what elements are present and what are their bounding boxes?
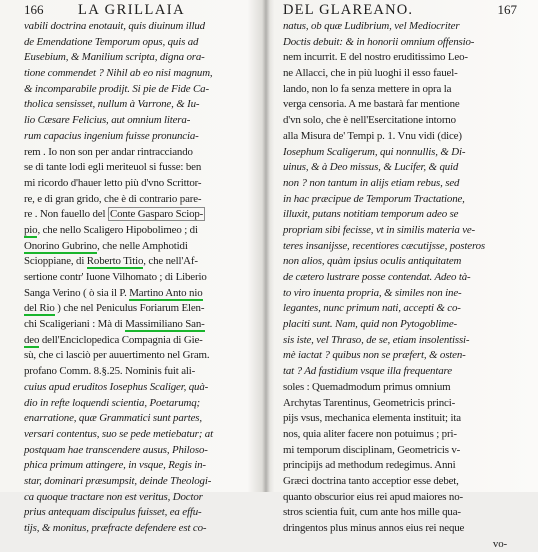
right-running-head — [283, 2, 521, 18]
text-line: pijs vsus, mechanica elementa instituit; ita — [283, 412, 461, 425]
text-line: nos, quia aliter facere non potuimus ; pri- — [283, 427, 457, 440]
text-line: stros scientia fuit, cum ante hos mille qua- — [283, 506, 461, 519]
text-line: sertione contr' Iuone Vilhomato ; di Liberio — [24, 271, 207, 283]
text-line: de cætero lustrare posse contendat. Adeo tà- — [283, 271, 471, 283]
left-running-title: LA GRILLAIA — [78, 2, 186, 18]
text-line: mi temporum disciplinam, Geometricis v- — [283, 443, 461, 456]
text-line: se di tante lodi egli meriteuol si fusse: ben — [24, 161, 202, 174]
text-line: soles : Quemadmodum primus omnium — [283, 380, 451, 393]
text-line: vabili doctrina enotauit, quis diuinum illud — [24, 20, 205, 32]
text-line: Scioppiane, di Roberto Titio, che nell'Af- — [24, 255, 198, 268]
text-line: tione commendet ? Nihil ab eo nisi magnum, — [24, 67, 213, 80]
text-line: lio Cæsare Felicius, aut omnium litera- — [24, 114, 191, 127]
right-running-title: DEL GLAREANO. — [283, 2, 414, 18]
text-line: tat ? Ad fastidium vsque illa frequentare — [283, 365, 452, 378]
text-line: to viro inuenta propria, & similes non ine- — [283, 286, 462, 299]
text-line: cuius apud eruditos Iosephus Scaliger, quà- — [24, 380, 209, 393]
text-line: rum capacius ingenium fuisse pronuncia- — [24, 129, 199, 142]
text-line: legantes, nunc primum nati, accepti & co- — [283, 302, 461, 315]
text-line: rem . Io non son per andar rintracciando — [24, 145, 193, 158]
text-line: alla Misura de' Tempi p. 1. Vnu vidi (dice) — [283, 129, 462, 142]
highlighted-name: Onorino Gubrino — [24, 239, 98, 252]
text-line: mè iactat ? quibus non se præfert, & osten- — [283, 349, 466, 362]
text-line: del Rio ) che nel Peniculus Foriarum Elen- — [24, 302, 205, 315]
highlighted-name: deo — [24, 333, 40, 346]
text-line: re . Non fauello del Conte Gasparo Sciop- — [24, 208, 204, 221]
left-page-number: 166 — [24, 2, 44, 17]
text-line: ca quoque tractare non est veritus, Doctor — [24, 490, 203, 503]
left-page — [24, 2, 260, 534]
text-line: Græci doctrina tanto acceptior esse debet, — [283, 474, 459, 487]
text-line: propriam sibi fecisse, vt in similis materia ve- — [283, 223, 476, 236]
text-line: non ? non tantum in alijs etiam rebus, sed — [283, 176, 460, 189]
text-line: tholica sensisset, nullum à Varrone, & Iu- — [24, 98, 200, 111]
text-line: enarratione, quæ Grammatici sunt partes, — [24, 412, 202, 425]
text-line: d'vn solo, che è nell'Esercitatione intorno — [283, 114, 456, 127]
text-line: re, e di gran grido, che è di contrario pare- — [24, 192, 202, 205]
highlighted-name: Martino Anto nio — [129, 286, 203, 299]
highlighted-name: Massimiliano San- — [125, 318, 205, 331]
text-line: postquam hae transcendere ausus, Philoso- — [24, 443, 208, 456]
text-line: lando, non lo fa senza mettere in opra la — [283, 82, 452, 95]
text-line: Sanga Verino ( ò sia il P. Martino Anto nio — [24, 286, 203, 299]
text-line: prius antequam discipulus fuisset, ea effu- — [24, 506, 202, 519]
text-line: deo dell'Enciclopedica Compagnia di Gie- — [24, 333, 203, 346]
text-line: Iosephum Scaligerum, qui nonnullis, & Di- — [283, 145, 466, 158]
text-line: tijs, & monitus, præfracte defendere est co- — [24, 522, 207, 534]
text-line: mi ricordo d'hauer letto più d'vno Scrittor- — [24, 176, 202, 189]
text-line: principijs ad methodum redegimus. Anni — [283, 459, 456, 472]
highlighted-name: Roberto Titio — [86, 255, 144, 268]
text-line: sù, che ci lasciò per auuertimento nel Gram. — [24, 349, 210, 362]
text-line: Onorino Gubrino, che nelle Amphotidi — [24, 239, 188, 252]
text-line: natus, ob quæ Ludibrium, vel Mediocriter — [283, 20, 460, 32]
text-line: in hac præcipue de Temporum Tractatione, — [283, 192, 465, 205]
text-line: ne Allacci, che in più luoghi il esso fauel- — [283, 67, 458, 80]
text-line: Doctis debuit: & in honorii omnium offensio- — [283, 35, 475, 48]
text-line: uinus, & à Deo missus, & Lucifer, & quid — [283, 161, 459, 174]
highlighted-name: Conte Gasparo Sciop- — [109, 208, 204, 221]
text-line: versari contentus, suo se pede metiebatur; at — [24, 427, 213, 440]
text-line: dio in refte loquendi scientia, Poetarumq; — [24, 396, 200, 409]
highlighted-name: del Rio — [24, 302, 55, 315]
highlighted-name: pio — [24, 223, 38, 236]
text-line: star, dominari præsumpsit, deinde Theologi- — [24, 474, 212, 487]
text-line: non alios, quàm ipsius oculis antiquitatem — [283, 255, 462, 268]
text-line: dringentos plus minus annos eius rei neque — [283, 522, 465, 534]
right-page — [283, 2, 521, 550]
text-line: profano Comm. 8.§.25. Nominis fuit ali- — [24, 365, 196, 378]
catchword: vo- — [492, 537, 507, 550]
left-running-head — [24, 2, 260, 18]
text-line: verga censoria. A me bastarà far mentione — [283, 98, 460, 111]
text-line: quanto obscurior eius rei apud maiores no- — [283, 490, 464, 503]
text-line: de Emendatione Temporum opus, quis ad — [24, 35, 199, 48]
text-line: nem incurrit. E del nostro eruditissimo Leo- — [283, 51, 468, 64]
text-line: sis iste, vel Thraso, de se, etiam insolentissi- — [283, 333, 470, 346]
text-line: illuxit, putans notitiam temporum adeo se — [283, 208, 459, 221]
text-line: phica primum attingere, in vsque, Regis in- — [24, 459, 206, 472]
book-gutter — [262, 0, 270, 492]
right-page-number: 167 — [497, 2, 517, 17]
text-line: Archytas Tarentinus, Geometricis princi- — [283, 396, 456, 409]
text-line: chi Scaligeriani : Mà di Massimiliano San- — [24, 318, 205, 331]
text-line: placiti sunt. Nam, quid non Pytogoblime- — [283, 318, 457, 331]
text-line: pio, che nello Scaligero Hipobolimeo ; di — [24, 223, 198, 236]
text-line: teres insanijsse, recentiores cæcutijsse, posteros — [283, 239, 486, 252]
text-line: & incomparabile prodijt. Si pie de Fide Ca- — [24, 82, 209, 95]
text-line: Eusebium, & Manilium scripta, digna ora- — [24, 51, 205, 64]
